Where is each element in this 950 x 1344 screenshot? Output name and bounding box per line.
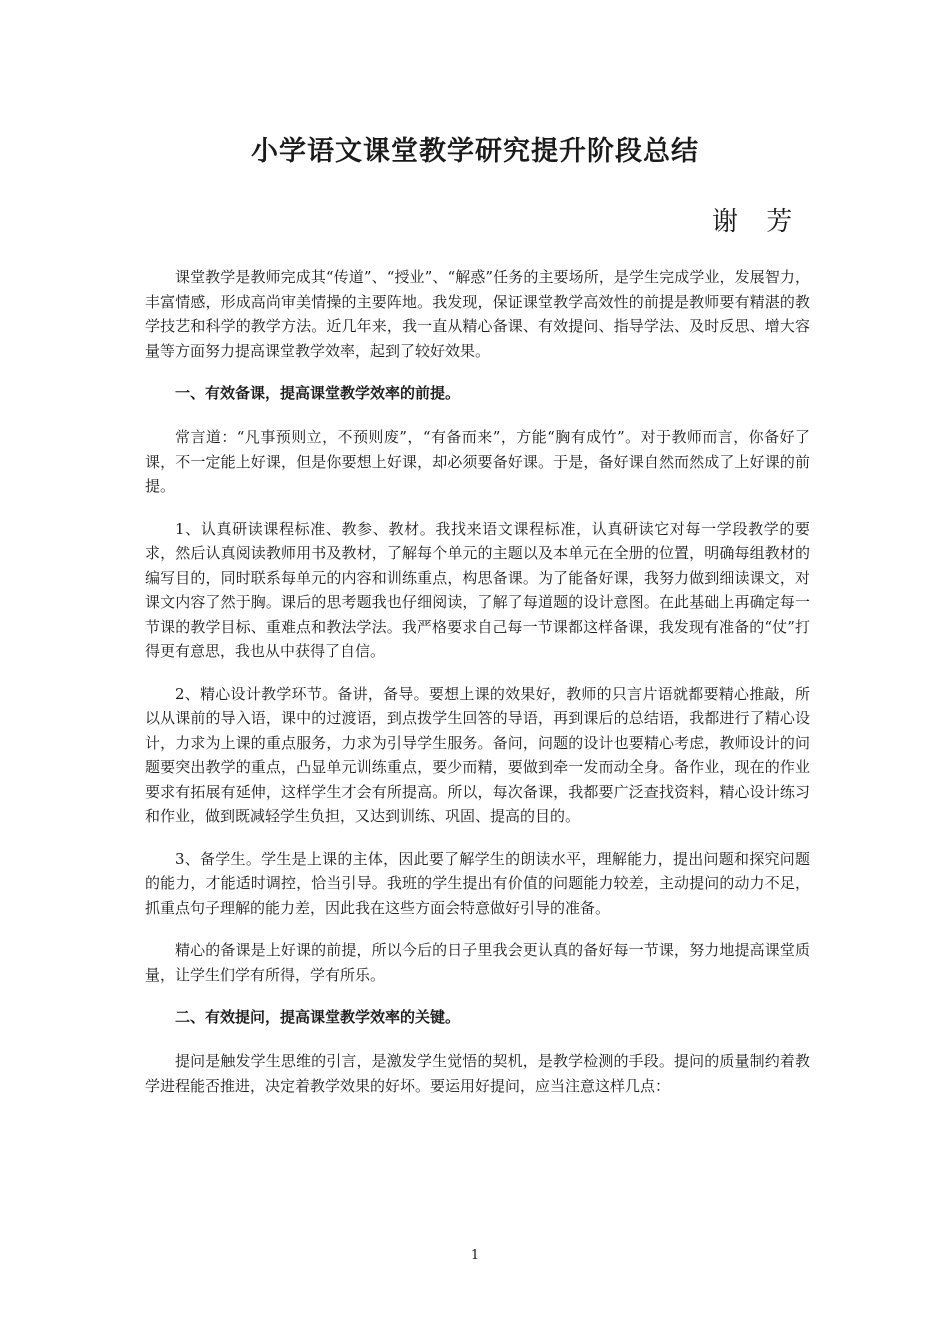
paragraph-item-1: 1、认真研读课程标准、教参、教材。我找来语文课程标准，认真研读它对每一学段教学的要求，然后认真阅读教师用书及教材，了解每个单元的主题以及本单元在全册的位置，明确每组教材的编写目的，同时联系每单元的内容和训练重点，构思备课。为了能备好课，我努力做到细读课文，对课文内容了然于胸。课后的思考题我也仔细阅读，了解了每道题的设计意图。在此基础上再确定每一节课的教学目标、重难点和教法学法。我严格要求自己每一节课都这样备课，我发现有准备的“仗”打得更有意思，我也从中获得了自信。 — [145, 519, 810, 660]
paragraph-item-2: 2、精心设计教学环节。备讲，备导。要想上课的效果好，教师的只言片语就都要精心推敲，所以从课前的导入语，课中的过渡语，到点拨学生回答的导语，再到课后的总结语，我都进行了精心设计，力求为上课的重点服务，力求为引导学生服务。备问，问题的设计也要精心考虑，教师设计的问题要突出教学的重点，凸显单元训练重点，要少而精，要做到牵一发而动全身。备作业，现在的作业要求有拓展有延伸，这样学生才会有所提高。所以，每次备课，我都要广泛查找资料，精心设计练习和作业，做到既减轻学生负担，又达到训练、巩固、提高的目的。 — [145, 684, 810, 825]
document-title: 小学语文课堂教学研究提升阶段总结 — [251, 136, 699, 167]
author-name: 谢 芳 — [712, 207, 803, 237]
paragraph-questioning: 提问是触发学生思维的引言，是激发学生觉悟的契机，是教学检测的手段。提问的质量制约着教学进程能否推进，决定着教学效果的好坏。要运用好提问，应当注意这样几点： — [145, 1052, 810, 1095]
section-heading-1: 一、有效备课，提高课堂教学效率的前提。 — [175, 384, 461, 402]
page-number: 1 — [470, 1248, 480, 1263]
document-body — [145, 265, 810, 1116]
paragraph-conclusion: 精心的备课是上好课的前提，所以今后的日子里我会更认真的备好每一节课，努力地提高课堂质量，让学生们学有所得，学有所乐。 — [145, 941, 810, 984]
section-heading-2: 二、有效提问，提高课堂教学效率的关键。 — [175, 1008, 461, 1026]
paragraph-intro: 课堂教学是教师完成其“传道”、“授业”、“解惑”任务的主要场所，是学生完成学业，发展智力，丰富情感，形成高尚审美情操的主要阵地。我发现，保证课堂教学高效性的前提是教师要有精湛的教学技艺和科学的教学方法。近几年来，我一直从精心备课、有效提问、指导学法、及时反思、增大容量等方面努力提高课堂教学效率，起到了较好效果。 — [145, 268, 810, 360]
paragraph-saying: 常言道：“凡事预则立，不预则废”，“有备而来”，方能“胸有成竹”。对于教师而言，你备好了课，不一定能上好课，但是你要想上好课，却必须要备好课。于是，备好课自然而然成了上好课的前提。 — [145, 428, 810, 495]
paragraph-item-3: 3、备学生。学生是上课的主体，因此要了解学生的朗读水平，理解能力，提出问题和探究问题的能力，才能适时调控，恰当引导。我班的学生提出有价值的问题能力较差，主动提问的动力不足，抓重点句子理解的能力差，因此我在这些方面会特意做好引导的准备。 — [145, 849, 810, 917]
